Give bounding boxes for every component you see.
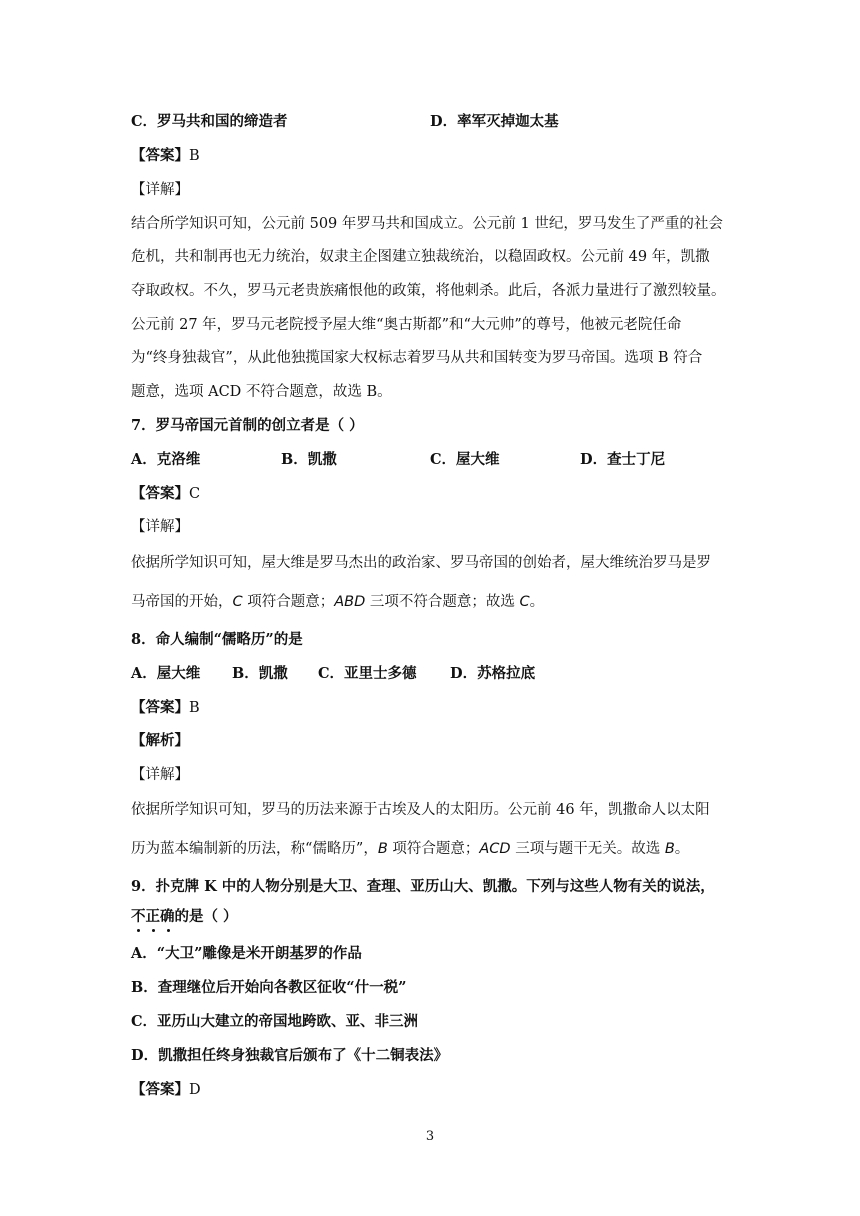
prev-detail-line-4: 公元前 27 年，罗马元老院授予屋大维“奥古斯都”和“大元帅”的尊号，他被元老院任命	[131, 317, 682, 333]
prev-detail-line-5: 为“终身独裁官”，从此他独揽国家大权标志着罗马从共和国转变为罗马帝国。选项 B 符合	[131, 350, 703, 366]
prev-detail-line-3: 夺取政权。不久，罗马元老贵族痛恨他的政策，将他刺杀。此后，各派力量进行了激烈较量。	[131, 283, 726, 299]
prev-detail-line-2: 危机，共和制再也无力统治，奴隶主企图建立独裁统治，以稳固政权。公元前 49 年，凯撒	[131, 249, 710, 265]
emphasis-dot	[152, 929, 155, 932]
q9-option-a: A．“大卫”雕像是米开朗基罗的作品	[131, 945, 362, 962]
prev-answer: 【答案】B	[131, 147, 200, 164]
q8-answer: 【答案】B	[131, 699, 200, 716]
q8-detail-label: 【详解】	[131, 767, 189, 783]
q8-detail-line-1: 依据所学知识可知，罗马的历法来源于古埃及人的太阳历。公元前 46 年，凯撒命人以太阳	[131, 802, 710, 818]
q8-detail-line-2: 历为蓝本编制新的历法，称“儒略历”，B 项符合题意；ACD 三项与题干无关。故选 B。	[131, 841, 690, 857]
page-number: 3	[425, 1129, 435, 1144]
prev-detail-line-1: 结合所学知识可知，公元前 509 年罗马共和国成立。公元前 1 世纪，罗马发生了严重的社会	[131, 216, 723, 232]
q9-question-line-2: 不正确的是（ ）	[131, 908, 238, 925]
q7-detail-line-2: 马帝国的开始，C 项符合题意；ABD 三项不符合题意；故选 C。	[131, 594, 545, 610]
prev-detail-label: 【详解】	[131, 182, 189, 198]
q8-option-a: A．屋大维	[131, 665, 201, 682]
q9-option-d: D．凯撒担任终身独裁官后颁布了《十二铜表法》	[131, 1047, 449, 1064]
emphasis-dot	[137, 929, 140, 932]
q8-analysis-label: 【解析】	[131, 732, 189, 749]
q7-option-c: C．屋大维	[430, 451, 500, 468]
q8-question: 8．命人编制“儒略历”的是	[131, 631, 303, 648]
q7-detail-line-1: 依据所学知识可知，屋大维是罗马杰出的政治家、罗马帝国的创始者，屋大维统治罗马是罗	[131, 555, 711, 571]
prev-option-c: C．罗马共和国的缔造者	[131, 113, 288, 130]
q7-detail-label: 【详解】	[131, 519, 189, 535]
q8-option-c: C．亚里士多德	[318, 665, 417, 682]
q7-option-b: B．凯撒	[281, 451, 337, 468]
q8-option-d: D．苏格拉底	[450, 665, 536, 682]
q9-option-c: C．亚历山大建立的帝国地跨欧、亚、非三洲	[131, 1013, 419, 1030]
q7-question: 7．罗马帝国元首制的创立者是（ ）	[131, 417, 364, 434]
q9-option-b: B．查理继位后开始向各教区征收“什一税”	[131, 979, 407, 996]
q7-answer: 【答案】C	[131, 485, 201, 502]
prev-detail-line-6: 题意，选项 ACD 不符合题意，故选 B。	[131, 384, 392, 400]
q8-option-b: B．凯撒	[232, 665, 288, 682]
q7-option-d: D．查士丁尼	[580, 451, 666, 468]
prev-option-d: D．率军灭掉迦太基	[430, 113, 559, 130]
q9-question-line-1: 9．扑克牌 K 中的人物分别是大卫、查理、亚历山大、凯撒。下列与这些人物有关的说法，	[131, 878, 715, 895]
q7-option-a: A．克洛维	[131, 451, 201, 468]
emphasis-dot	[167, 929, 170, 932]
q9-answer: 【答案】D	[131, 1081, 201, 1098]
